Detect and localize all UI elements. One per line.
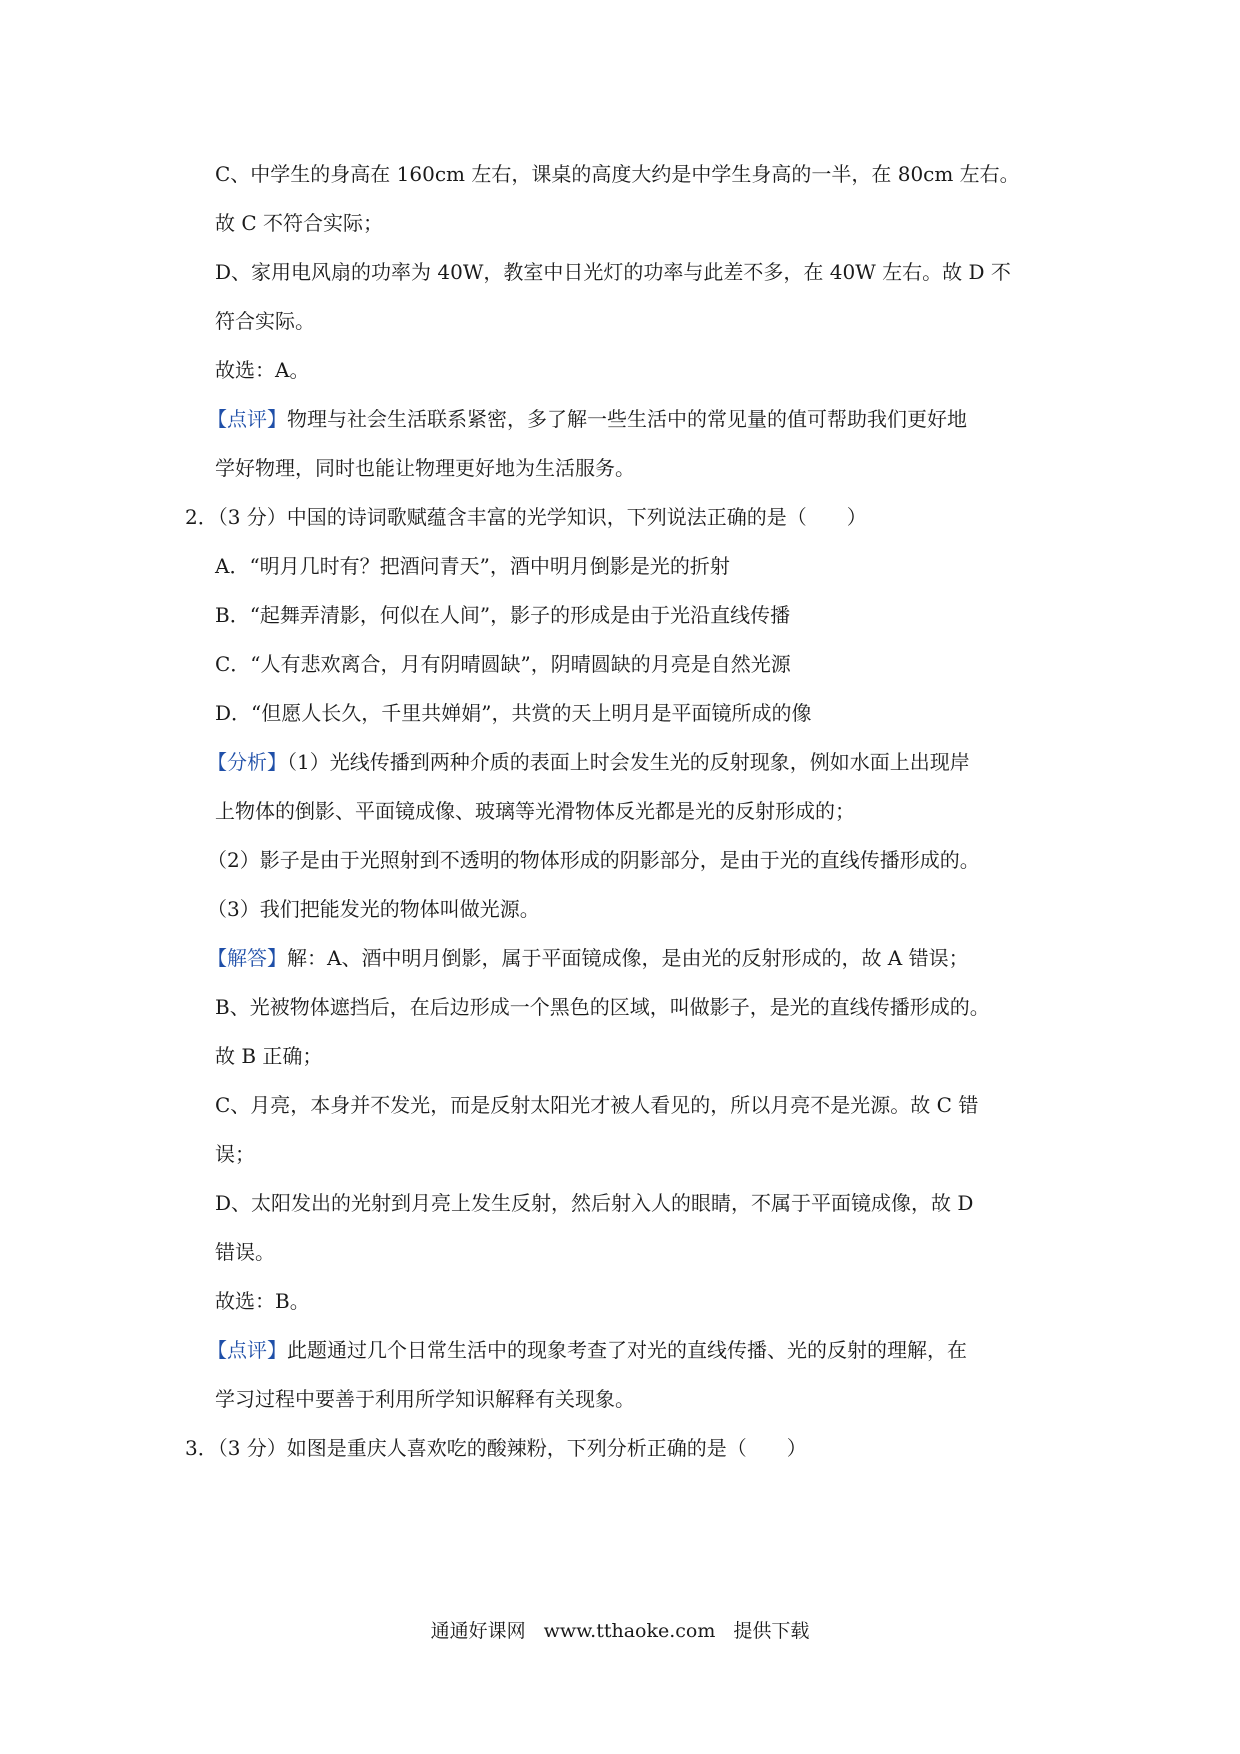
question2-comment-line1: [207, 1336, 967, 1364]
question2-stem: 2．（3 分）中国的诗词歌赋蕴含丰富的光学知识，下列说法正确的是（ ）: [185, 505, 867, 529]
comment-tag: 【点评】: [207, 1338, 287, 1362]
prev-option-c-line1: C、中学生的身高在 160cm 左右，课桌的高度大约是中学生身高的一半，在 80cm 左右。: [215, 162, 1020, 186]
footer-site-name: 通通好课网: [430, 1620, 526, 1642]
comment-tag: 【点评】: [207, 407, 287, 431]
question2-comment-text: 此题通过几个日常生活中的现象考查了对光的直线传播、光的反射的理解，在: [287, 1338, 967, 1362]
analysis-line1: [207, 748, 970, 776]
analysis-tag: 【分析】: [207, 750, 287, 774]
prev-option-d-line2: 符合实际。: [215, 309, 315, 333]
solution-line1: [207, 944, 969, 972]
analysis-text: （1）光线传播到两种介质的表面上时会发生光的反射现象，例如水面上出现岸: [287, 750, 970, 774]
analysis-line4: （3）我们把能发光的物体叫做光源。: [207, 897, 540, 921]
solution-tag: 【解答】: [207, 946, 287, 970]
analysis-line3: （2）影子是由于光照射到不透明的物体形成的阴影部分，是由于光的直线传播形成的。: [207, 848, 980, 872]
solution-line2: B、光被物体遮挡后，在后边形成一个黑色的区域，叫做影子，是光的直线传播形成的。: [215, 995, 990, 1019]
footer-action: 提供下载: [733, 1620, 810, 1642]
solution-line5: 误；: [215, 1142, 255, 1166]
footer-url[interactable]: www.tthaoke.com: [543, 1620, 716, 1642]
solution-line6: D、太阳发出的光射到月亮上发生反射，然后射入人的眼睛，不属于平面镜成像，故 D: [215, 1191, 974, 1215]
question2-comment-line2: 学习过程中要善于利用所学知识解释有关现象。: [215, 1387, 635, 1411]
question2-option-b: B．“起舞弄清影，何似在人间”，影子的形成是由于光沿直线传播: [215, 603, 791, 627]
prev-comment-line2: 学好物理，同时也能让物理更好地为生活服务。: [215, 456, 635, 480]
question2-option-c: C．“人有悲欢离合，月有阴晴圆缺”，阴晴圆缺的月亮是自然光源: [215, 652, 791, 676]
solution-line3: 故 B 正确；: [215, 1044, 323, 1068]
prev-option-d-line1: D、家用电风扇的功率为 40W，教室中日光灯的功率与此差不多，在 40W 左右。故 D 不: [215, 260, 1011, 284]
question2-option-d: D．“但愿人长久，千里共婵娟”，共赏的天上明月是平面镜所成的像: [215, 701, 812, 725]
prev-option-c-line2: 故 C 不符合实际；: [215, 211, 384, 235]
prev-comment-line1: [207, 405, 967, 433]
question3-stem: 3．（3 分）如图是重庆人喜欢吃的酸辣粉，下列分析正确的是（ ）: [185, 1436, 807, 1460]
solution-text: 解：A、酒中明月倒影，属于平面镜成像，是由光的反射形成的，故 A 错误；: [287, 946, 969, 970]
question2-answer: 故选：B。: [215, 1289, 310, 1313]
page-footer: [0, 1618, 1240, 1644]
prev-comment-text: 物理与社会生活联系紧密，多了解一些生活中的常见量的值可帮助我们更好地: [287, 407, 967, 431]
solution-line7: 错误。: [215, 1240, 275, 1264]
question2-option-a: A．“明月几时有？把酒问青天”，酒中明月倒影是光的折射: [215, 554, 730, 578]
solution-line4: C、月亮，本身并不发光，而是反射太阳光才被人看见的，所以月亮不是光源。故 C 错: [215, 1093, 979, 1117]
analysis-line2: 上物体的倒影、平面镜成像、玻璃等光滑物体反光都是光的反射形成的；: [215, 799, 855, 823]
prev-answer: 故选：A。: [215, 358, 310, 382]
